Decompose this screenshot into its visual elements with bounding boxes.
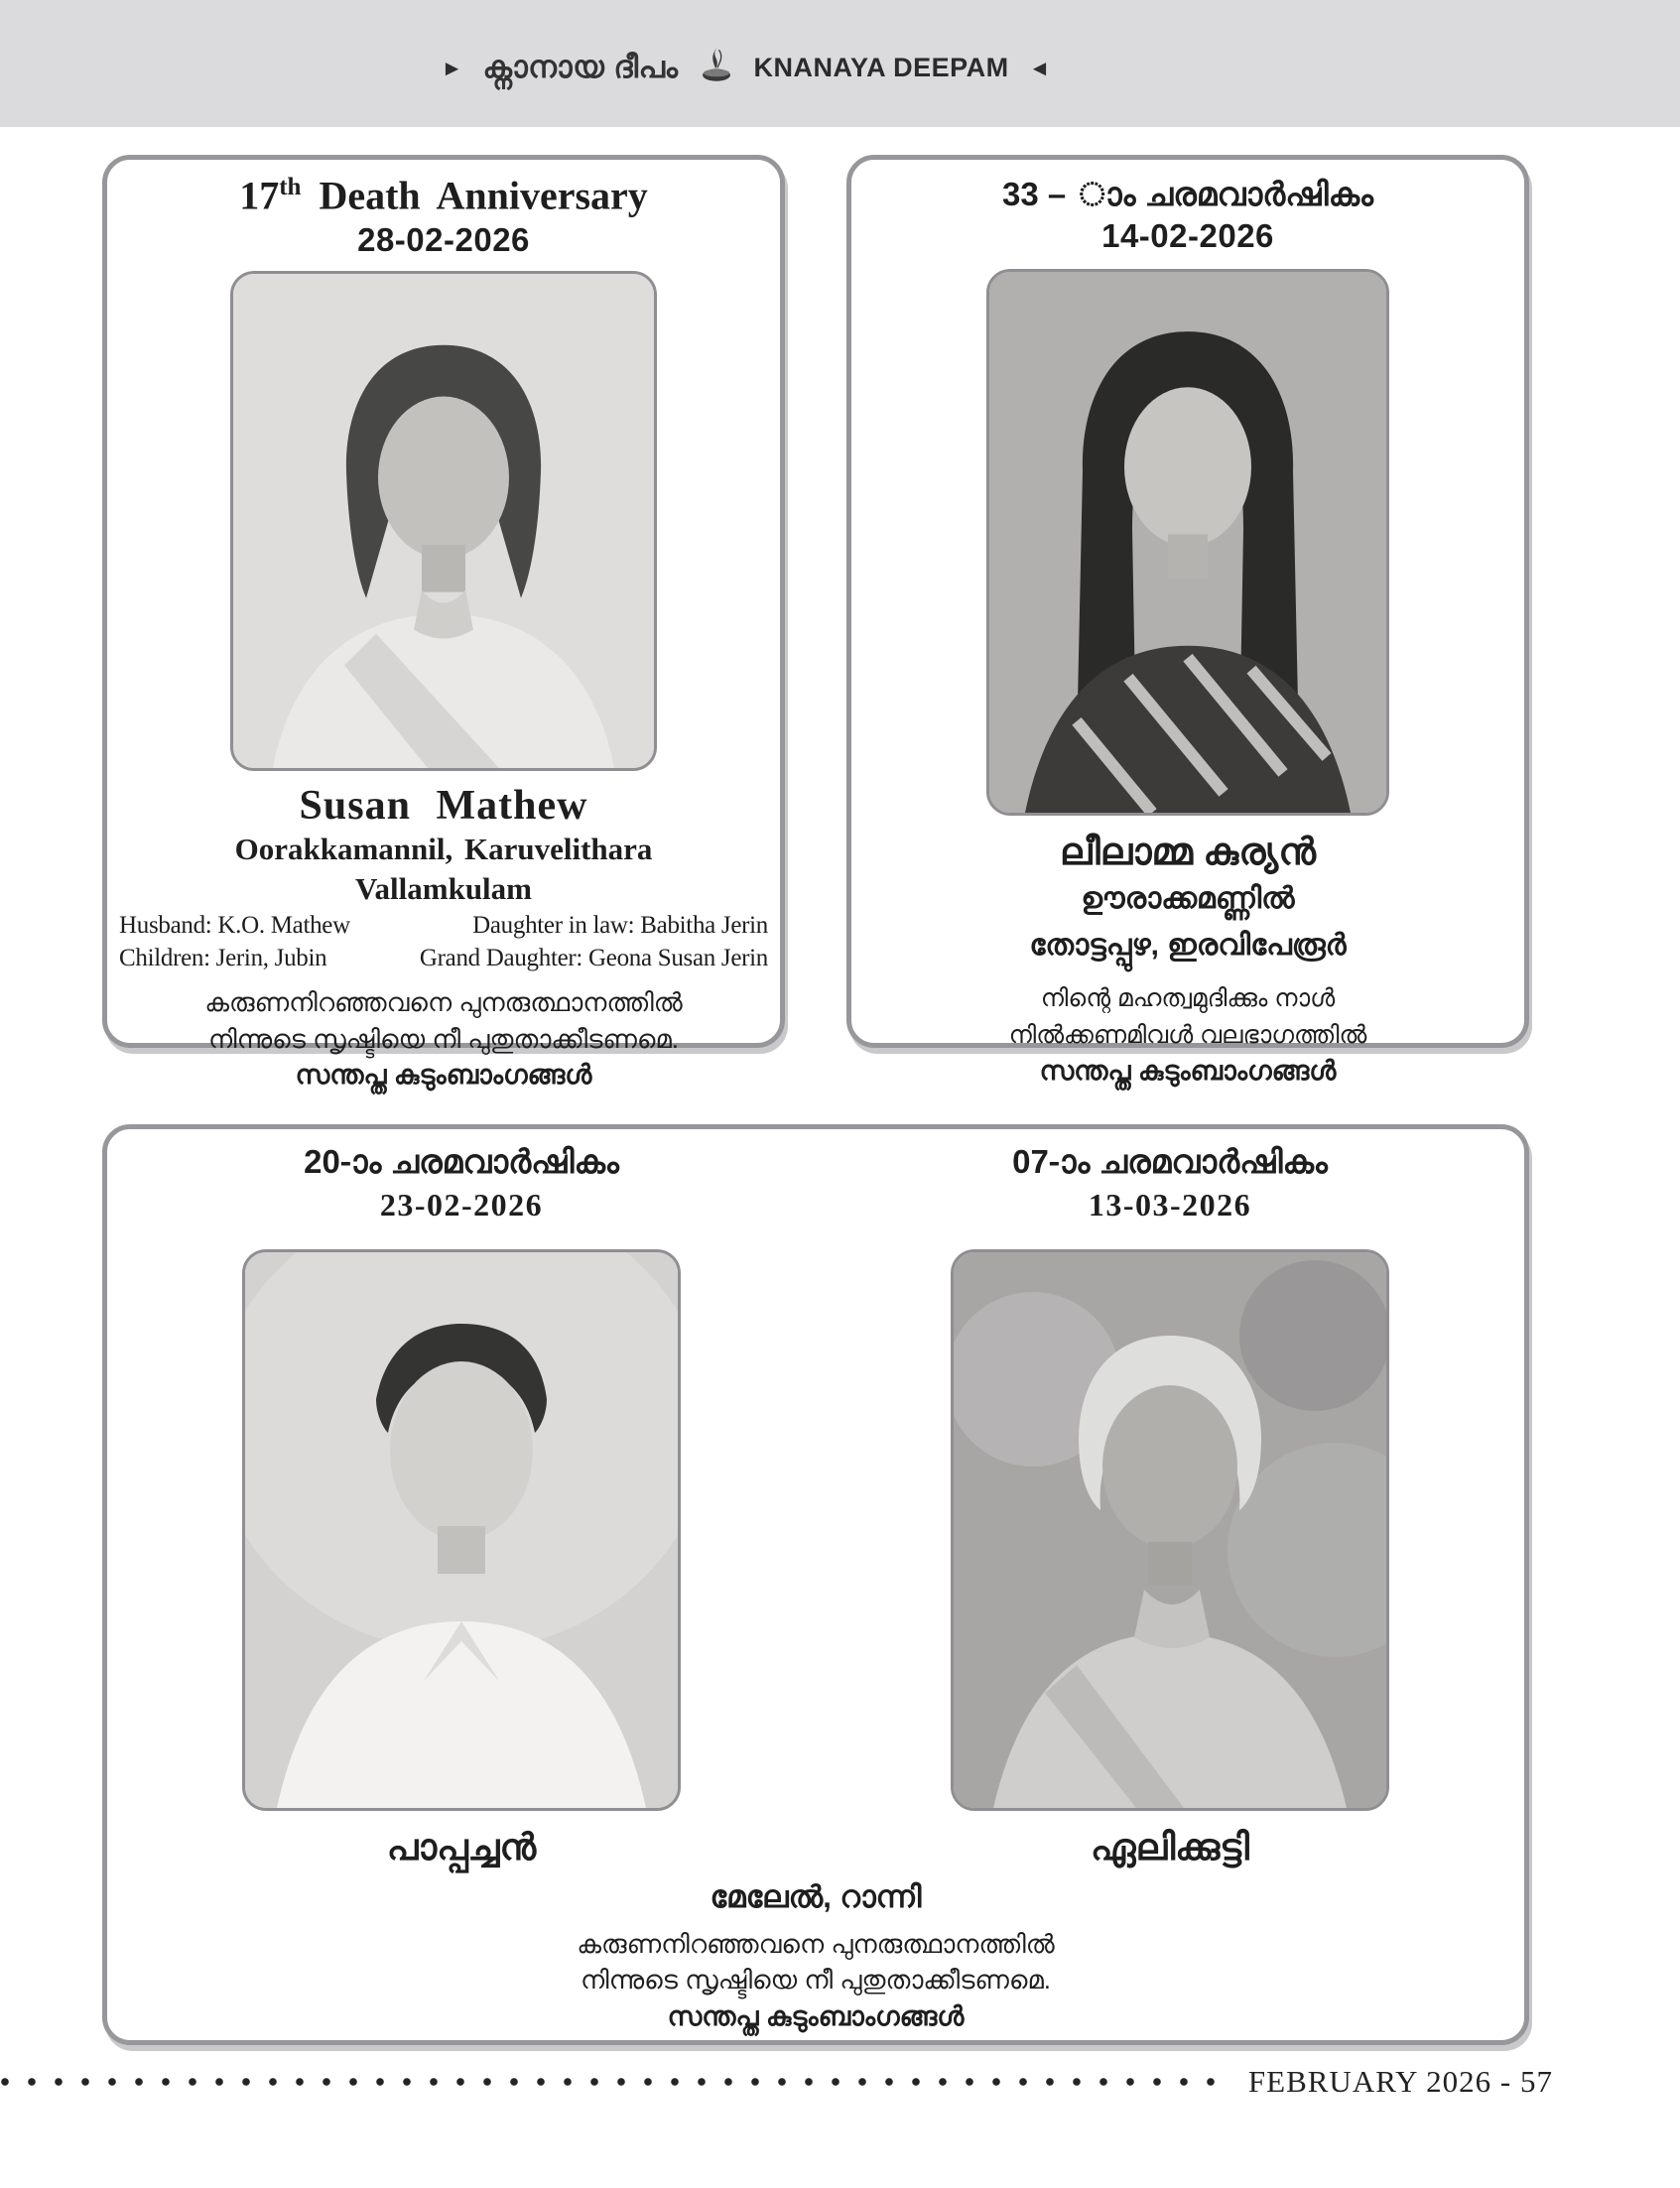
deceased-name: പാപ്പച്ചൻ xyxy=(386,1826,537,1867)
memorial-card-pappachan-elikkutty xyxy=(102,1124,1529,2045)
page-header xyxy=(0,50,1586,86)
anniversary-title: 20-ാം ചരമവാർഷികം xyxy=(304,1143,619,1180)
lamp-icon xyxy=(699,52,734,85)
prayer-line: നിൽക്കണമിവൾ വലഭാഗത്തിൽ xyxy=(1008,1020,1367,1049)
memorial-column-pappachan xyxy=(107,1143,816,1869)
portrait-photo-leelamma-kurian xyxy=(986,269,1389,816)
deceased-name: ലീലാമ്മ കുര്യൻ xyxy=(1060,831,1316,873)
issue-page-number: FEBRUARY 2026 - 57 xyxy=(1247,2064,1553,2099)
relative-grand-daughter: Grand Daughter: Geona Susan Jerin xyxy=(419,945,768,972)
prayer-verse xyxy=(204,984,683,1094)
header-title-malayalam: ക്നാനായ ദീപം xyxy=(482,50,679,84)
page-footer xyxy=(0,2060,1553,2104)
memorial-card-susan-mathew xyxy=(102,155,785,1090)
prayer-verse xyxy=(577,1926,1055,2036)
family-signoff: സന്തപ്ത കുടുംബാംഗങ്ങൾ xyxy=(295,1059,592,1090)
place-name: Vallamkulam xyxy=(354,870,532,906)
dotted-divider xyxy=(0,2076,1217,2089)
relative-children: Children: Jerin, Jubin xyxy=(119,945,327,972)
prayer-verse xyxy=(1009,980,1367,1090)
anniversary-date: 23-02-2026 xyxy=(379,1186,544,1223)
prayer-line: കരുണനിറഞ്ഞവനെ പുനരുത്ഥാനത്തിൽ xyxy=(577,1928,1055,1959)
memorial-card-leelamma-kurian xyxy=(846,155,1529,1086)
relatives-row xyxy=(107,909,780,942)
anniversary-title: 07-ാം ചരമവാർഷികം xyxy=(1012,1143,1328,1180)
joint-columns xyxy=(107,1143,1524,1869)
deceased-name: ഏലിക്കുട്ടി xyxy=(1091,1826,1249,1867)
relatives-row xyxy=(107,942,780,974)
portrait-photo-elikkutty xyxy=(951,1249,1389,1811)
prayer-line: നിന്റെ മഹത്വമുദിക്കും നാൾ xyxy=(1040,984,1336,1013)
deceased-name: Susan Mathew xyxy=(299,783,588,830)
portrait-photo-pappachan xyxy=(242,1249,681,1811)
page-header-band xyxy=(0,0,1680,127)
prayer-line: നിന്നുടെ സൃഷ്ടിയെ നീ പുതുതാക്കീടണമെ. xyxy=(207,1023,680,1054)
prayer-line: കരുണനിറഞ്ഞവനെ പുനരുത്ഥാനത്തിൽ xyxy=(204,987,683,1018)
left-arrow-icon: ► xyxy=(441,55,463,80)
prayer-line: നിന്നുടെ സൃഷ്ടിയെ നീ പുതുതാക്കീടണമെ. xyxy=(580,1965,1052,1995)
right-arrow-icon: ◄ xyxy=(1028,55,1051,80)
family-house-name: മേലേൽ, റാന്നി xyxy=(710,1878,922,1914)
place-name: തോട്ടപ്പുഴ, ഇരവിപേരൂർ xyxy=(1029,928,1347,962)
anniversary-date: 28-02-2026 xyxy=(357,221,530,259)
family-house-name: Oorakkamannil, Karuvelithara xyxy=(234,831,653,866)
relative-daughter-in-law: Daughter in law: Babitha Jerin xyxy=(472,912,768,940)
anniversary-date: 13-03-2026 xyxy=(1088,1186,1252,1223)
anniversary-date: 14-02-2026 xyxy=(1101,216,1274,254)
family-house-name: ഊരാക്കമണ്ണിൽ xyxy=(1081,882,1295,916)
relative-husband: Husband: K.O. Mathew xyxy=(119,912,350,940)
anniversary-title: 33 – ാം ചരമവാർഷികം xyxy=(1002,176,1373,212)
family-signoff: സന്തപ്ത കുടുംബാംഗങ്ങൾ xyxy=(1039,1055,1337,1086)
family-signoff: സന്തപ്ത കുടുംബാംഗങ്ങൾ xyxy=(667,2000,965,2031)
header-title-english: KNANAYA DEEPAM xyxy=(753,53,1009,82)
anniversary-title: 17th Death Anniversary xyxy=(239,173,648,218)
portrait-photo-susan-mathew xyxy=(230,271,657,771)
memorial-column-elikkutty xyxy=(816,1143,1524,1869)
